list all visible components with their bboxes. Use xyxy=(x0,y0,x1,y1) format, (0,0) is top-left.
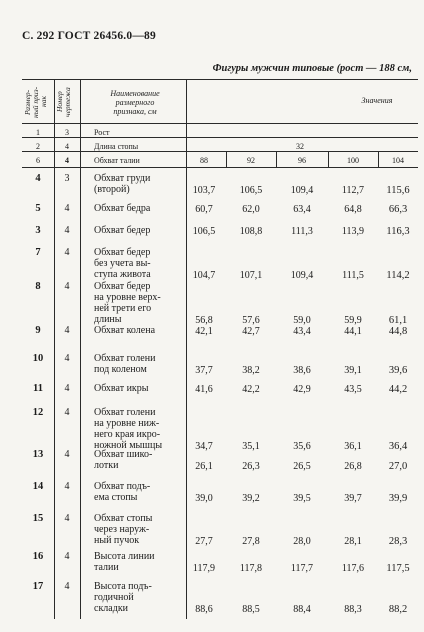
row-value: 64,8 xyxy=(344,204,362,215)
row-value: 42,7 xyxy=(242,326,260,337)
table-rule xyxy=(54,79,55,619)
row-value: 39,2 xyxy=(242,493,260,504)
row-number: 4 xyxy=(35,173,41,184)
table-rule xyxy=(22,151,418,152)
row-value: 44,8 xyxy=(388,326,408,337)
table-rule xyxy=(186,79,187,619)
table-rule xyxy=(22,79,418,80)
row-value: 44,2 xyxy=(388,384,408,395)
row-value: 27,0 xyxy=(388,461,408,472)
row-value: 37,7 xyxy=(195,365,213,376)
row-value: 117,9 xyxy=(192,563,216,574)
row-value: 38,6 xyxy=(293,365,311,376)
row-number: 9 xyxy=(35,325,41,336)
table-rule xyxy=(378,151,379,167)
row-drawing-number: 4 xyxy=(64,407,70,418)
row-feature-name: Обхват шико- лотки xyxy=(94,449,153,471)
row-value: 59,9 xyxy=(344,315,362,326)
row-number: 3 xyxy=(35,225,41,236)
measurement-table xyxy=(22,79,418,619)
row-value: 61,1 xyxy=(388,315,408,326)
row-number: 10 xyxy=(32,353,44,364)
row-value: 26,3 xyxy=(242,461,260,472)
row-value: 60,7 xyxy=(195,204,213,215)
col-header-feature-number: Размер- ный приз- нак xyxy=(23,86,48,118)
col-header-values: Значения xyxy=(361,96,393,105)
row-drawing-number: 4 xyxy=(64,513,70,524)
row-value: 34,7 xyxy=(195,441,213,452)
row-value: 39,0 xyxy=(195,493,213,504)
row-value: 88,5 xyxy=(242,604,260,615)
row-feature-name: Обхват колена xyxy=(94,325,156,336)
row-feature-name: Обхват голени под коленом xyxy=(94,353,156,375)
row-value: 35,1 xyxy=(242,441,260,452)
row-value: 111,3 xyxy=(291,226,313,237)
table-rule xyxy=(22,167,418,168)
row-value: 27,7 xyxy=(195,536,213,547)
row-value: 109,4 xyxy=(290,270,314,281)
row-feature-name: Высота линии талии xyxy=(94,551,155,573)
row-number: 12 xyxy=(32,407,44,418)
row-value: 26,1 xyxy=(195,461,213,472)
row-drawing-number: 4 xyxy=(64,247,70,258)
row-value: 36,1 xyxy=(344,441,362,452)
row-drawing-number: 4 xyxy=(64,281,70,292)
row-value: 39,7 xyxy=(344,493,362,504)
row-feature-name: Обхват бедра xyxy=(94,203,151,214)
row-feature-name: Обхват бедер xyxy=(94,225,151,236)
row-drawing-number: 4 xyxy=(64,449,70,460)
waist-value-100: 100 xyxy=(347,156,359,165)
table-rule xyxy=(276,151,277,167)
row-drawing-number: 4 xyxy=(64,383,70,394)
row-1-name: Рост xyxy=(94,128,110,137)
row-value: 36,4 xyxy=(388,441,408,452)
row-value: 38,2 xyxy=(242,365,260,376)
row-2-draw: 4 xyxy=(65,142,69,151)
row-number: 7 xyxy=(35,247,41,258)
row-value: 39,1 xyxy=(344,365,362,376)
row-feature-name: Обхват стопы через наруж- ный пучок xyxy=(94,513,153,546)
row-value: 35,6 xyxy=(293,441,311,452)
row-drawing-number: 4 xyxy=(64,481,70,492)
row-drawing-number: 4 xyxy=(64,203,70,214)
row-number: 14 xyxy=(32,481,44,492)
waist-value-92: 92 xyxy=(247,156,255,165)
row-value: 88,4 xyxy=(293,604,311,615)
row-value: 28,3 xyxy=(388,536,408,547)
row-drawing-number: 4 xyxy=(64,353,70,364)
row-drawing-number: 4 xyxy=(64,551,70,562)
row-value: 43,5 xyxy=(344,384,362,395)
row-feature-name: Обхват бедер на уровне верх- ней трети его длины xyxy=(94,281,161,325)
row-feature-name: Обхват бедер без учета вы- ступа живота xyxy=(94,247,151,280)
row-number: 11 xyxy=(33,383,43,394)
table-rule xyxy=(80,79,81,619)
row-number: 15 xyxy=(32,513,44,524)
row-drawing-number: 3 xyxy=(64,173,70,184)
row-number: 17 xyxy=(32,581,44,592)
row-value: 62,0 xyxy=(242,204,260,215)
row-value: 56,8 xyxy=(195,315,213,326)
row-value: 106,5 xyxy=(192,226,216,237)
row-value: 43,4 xyxy=(293,326,311,337)
col-header-feature-name: Наименование размерного признака, см xyxy=(110,89,160,116)
row-number: 16 xyxy=(32,551,44,562)
row-value: 42,1 xyxy=(195,326,213,337)
row-value: 26,8 xyxy=(344,461,362,472)
row-value: 117,8 xyxy=(239,563,263,574)
row-value: 88,3 xyxy=(344,604,362,615)
row-value: 63,4 xyxy=(293,204,311,215)
row-value: 104,7 xyxy=(192,270,216,281)
row-1-draw: 3 xyxy=(65,128,69,137)
row-drawing-number: 4 xyxy=(64,581,70,592)
row-value: 42,9 xyxy=(293,384,311,395)
row-feature-name: Высота подъ- годичной складки xyxy=(94,581,152,614)
row-value: 28,1 xyxy=(344,536,362,547)
row-value: 88,2 xyxy=(388,604,408,615)
row-value: 117,5 xyxy=(386,563,410,574)
table-title: Фигуры мужчин типовые (рост — 188 см, xyxy=(212,63,412,74)
row-value: 66,3 xyxy=(388,204,408,215)
table-rule xyxy=(22,123,418,124)
waist-value-104: 104 xyxy=(392,156,404,165)
waist-value-88: 88 xyxy=(200,156,208,165)
row-value: 88,6 xyxy=(195,604,213,615)
row-value: 108,8 xyxy=(239,226,263,237)
row-value: 106,5 xyxy=(239,185,263,196)
row-6-num: 6 xyxy=(36,156,40,165)
row-number: 8 xyxy=(35,281,41,292)
row-2-value: 32 xyxy=(296,142,304,151)
row-6-draw: 4 xyxy=(65,156,69,165)
row-value: 42,2 xyxy=(242,384,260,395)
col-header-drawing-number: Номер чертежа xyxy=(55,87,72,117)
row-value: 59,0 xyxy=(293,315,311,326)
row-value: 113,9 xyxy=(341,226,365,237)
row-number: 13 xyxy=(32,449,44,460)
row-value: 39,6 xyxy=(388,365,408,376)
row-1-num: 1 xyxy=(36,128,40,137)
row-drawing-number: 4 xyxy=(64,325,70,336)
row-number: 5 xyxy=(35,203,41,214)
row-feature-name: Обхват икры xyxy=(94,383,149,394)
row-value: 44,1 xyxy=(344,326,362,337)
row-value: 111,5 xyxy=(342,270,364,281)
row-value: 28,0 xyxy=(293,536,311,547)
row-value: 103,7 xyxy=(192,185,216,196)
row-6-name: Обхват талии xyxy=(94,156,140,165)
row-value: 112,7 xyxy=(341,185,365,196)
row-value: 39,9 xyxy=(388,493,408,504)
row-value: 26,5 xyxy=(293,461,311,472)
page-header: С. 292 ГОСТ 26456.0—89 xyxy=(22,30,156,42)
row-value: 57,6 xyxy=(242,315,260,326)
table-rule xyxy=(22,137,418,138)
row-value: 41,6 xyxy=(195,384,213,395)
row-2-name: Длина стопы xyxy=(94,142,139,151)
row-value: 116,3 xyxy=(386,226,410,237)
waist-value-96: 96 xyxy=(298,156,306,165)
table-rule xyxy=(328,151,329,167)
row-value: 117,6 xyxy=(341,563,365,574)
row-feature-name: Обхват груди (второй) xyxy=(94,173,151,195)
table-rule xyxy=(226,151,227,167)
row-feature-name: Обхват подъ- ема стопы xyxy=(94,481,151,503)
row-value: 114,2 xyxy=(386,270,410,281)
row-value: 117,7 xyxy=(290,563,314,574)
row-value: 39,5 xyxy=(293,493,311,504)
row-drawing-number: 4 xyxy=(64,225,70,236)
row-value: 107,1 xyxy=(239,270,263,281)
row-value: 109,4 xyxy=(290,185,314,196)
row-value: 115,6 xyxy=(386,185,410,196)
row-2-num: 2 xyxy=(36,142,40,151)
row-feature-name: Обхват голени на уровне ниж- него края икро- ножной мышцы xyxy=(94,407,163,451)
row-value: 27,8 xyxy=(242,536,260,547)
